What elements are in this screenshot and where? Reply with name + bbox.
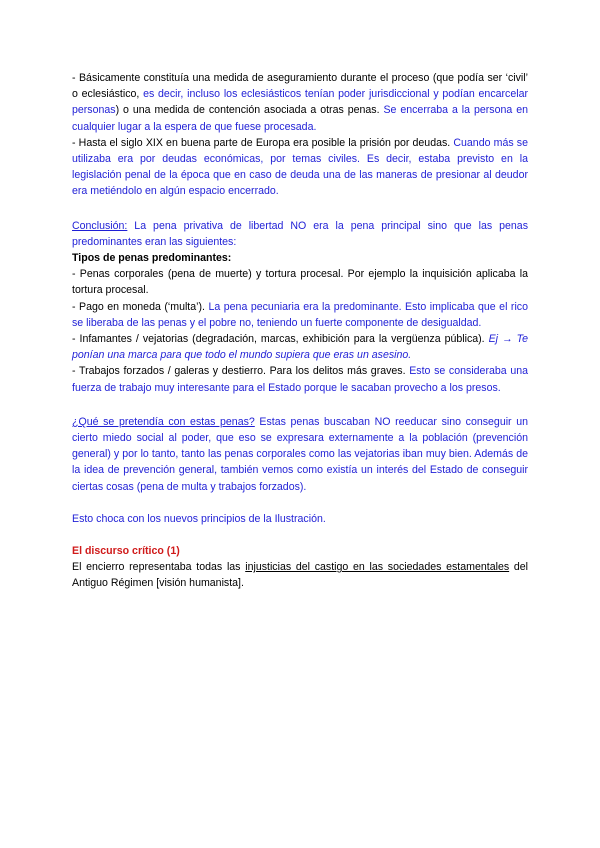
- paragraph-ilustracion: Esto choca con los nuevos principios de la Ilustración.: [72, 512, 326, 525]
- conclusion-text: La pena privativa de libertad NO era la pena principal sino que las penas predominantes eran las siguientes:: [72, 219, 528, 248]
- pena-infamantes-ejemplo: Ej → Te ponían una marca para que todo el mundo supiera que eras un asesino.: [72, 333, 528, 362]
- pena-forzados: [72, 363, 528, 395]
- text-deudas: - Hasta el siglo XIX en buena parte de Europa era posible la prisión por deudas.: [72, 136, 454, 149]
- pretendia-text: Estas penas buscaban NO reeducar sino conseguir un cierto miedo social al poder, que eso se expresara externamente a la población (prevención general) y por lo tanto, tanto las penas corporales como las vejatorias iban muy bien. Además de la idea de prevención general, también vemos como existía un interés del Estado de conseguir ciertas cosas (pena de multa y trabajos forzados).: [72, 415, 529, 493]
- paragraph-conclusion: [72, 218, 528, 250]
- paragraph-encierro: [72, 559, 528, 591]
- pretendia-question: ¿Qué se pretendía con estas penas?: [72, 415, 255, 428]
- pena-infamantes-label: - Infamantes / vejatorias (degradación, marcas, exhibición para la vergüenza pública).: [72, 333, 489, 346]
- paragraph-deudas: [72, 135, 528, 200]
- tipos-heading: Tipos de penas predominantes:: [72, 252, 232, 265]
- pena-forzados-label: - Trabajos forzados / galeras y destierro. Para los delitos más graves.: [72, 365, 410, 378]
- pena-infamantes: [72, 331, 528, 363]
- pena-moneda: [72, 299, 528, 331]
- paragraph-aseguramiento: [72, 70, 528, 135]
- pena-corporales: - Penas corporales (pena de muerte) y tortura procesal. Por ejemplo la inquisición aplicaba la tortura procesal.: [72, 268, 528, 297]
- encierro-text-underlined: injusticias del castigo en las sociedades estamentales: [245, 561, 510, 574]
- pena-moneda-text: La pena pecuniaria era la predominante. Esto implicaba que el rico se liberaba de las penas y el pobre no, teniendo un fuerte componente de desigualdad.: [72, 300, 528, 329]
- pena-forzados-text: Esto se consideraba una fuerza de trabajo muy interesante para el Estado porque le sacaban provecho a los presos.: [72, 365, 528, 394]
- conclusion-label: Conclusión:: [72, 219, 128, 232]
- paragraph-pretendia: [72, 414, 528, 495]
- text-contencion: ) o una medida de contención asociada a otras penas.: [115, 104, 384, 117]
- text-encerraba: Se encerraba a la persona en cualquier lugar a la espera de que fuese procesada.: [72, 104, 528, 133]
- section-heading-discurso-critico: El discurso crítico (1): [72, 545, 180, 558]
- text-eclesiasticos: es decir, incluso los eclesiásticos tenían poder jurisdiccional y podían encarcelar personas: [72, 88, 528, 117]
- text-aseguramiento: - Básicamente constituía una medida de aseguramiento durante el proceso (que podía ser ‘civil’ o eclesiástico,: [72, 72, 528, 101]
- encierro-text-c: del Antiguo Régimen [visión humanista].: [72, 561, 529, 590]
- text-deudas-explicacion: Cuando más se utilizaba era por deudas económicas, por temas civiles. Es decir, estaba previsto en la legislación penal de la época que en caso de deuda una de las maneras de presionar al deudor era metiéndolo en algún espacio encerrado.: [72, 136, 528, 198]
- encierro-text-a: El encierro representaba todas las: [72, 561, 246, 574]
- pena-moneda-label: - Pago en moneda (‘multa’).: [72, 300, 209, 313]
